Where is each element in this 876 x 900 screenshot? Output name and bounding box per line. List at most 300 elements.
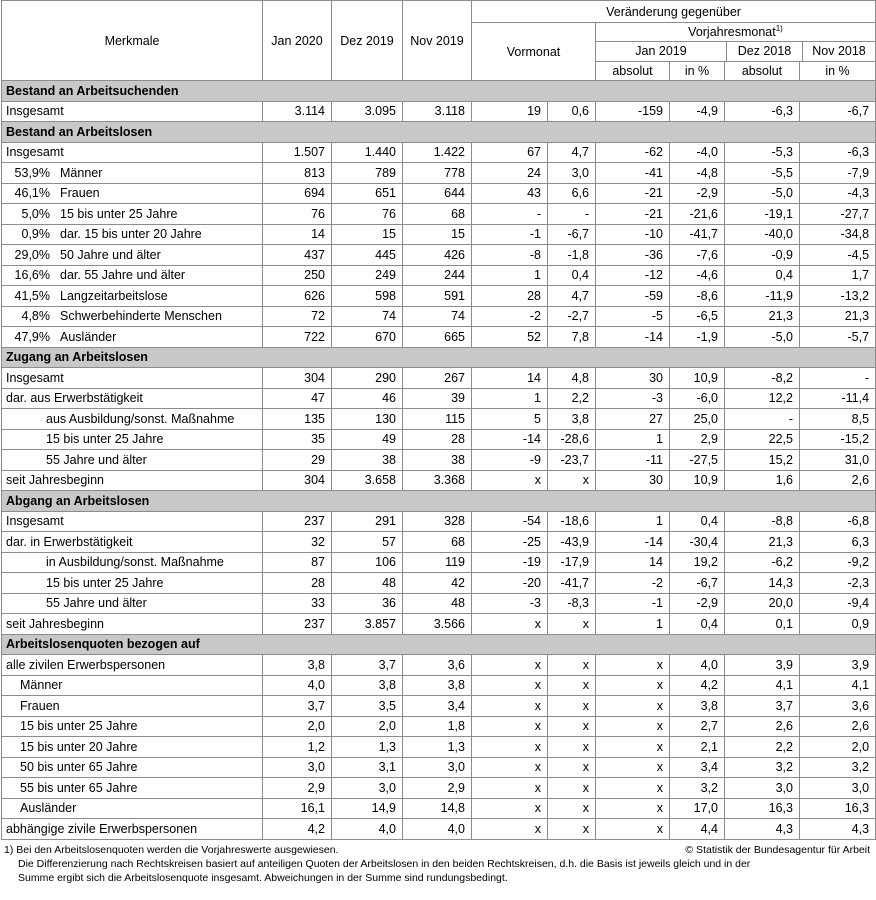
value-cell: 3.658	[332, 470, 403, 491]
value-cell: 43	[472, 183, 548, 204]
value-cell: 0,4	[670, 614, 725, 635]
value-cell: 437	[263, 245, 332, 266]
value-cell: x	[472, 696, 548, 717]
value-cell: 87	[263, 552, 332, 573]
value-cell: 32	[263, 532, 332, 553]
section-header-row	[2, 122, 876, 143]
row-label-cell	[2, 183, 263, 204]
value-cell: 4,3	[800, 819, 876, 840]
value-cell: 74	[332, 306, 403, 327]
value-cell: x	[596, 675, 670, 696]
section-title: Zugang an Arbeitslosen	[2, 347, 876, 368]
value-cell: 21,3	[800, 306, 876, 327]
table-row	[2, 388, 876, 409]
value-cell: x	[472, 778, 548, 799]
value-cell: x	[548, 675, 596, 696]
statistics-table	[1, 0, 876, 840]
row-label: Insgesamt	[6, 104, 64, 119]
row-label-cell	[2, 265, 263, 286]
value-cell: 2,2	[725, 737, 800, 758]
value-cell: x	[548, 716, 596, 737]
value-cell: x	[472, 675, 548, 696]
value-cell: 4,1	[725, 675, 800, 696]
section-title: Abgang an Arbeitslosen	[2, 491, 876, 512]
value-cell: 426	[403, 245, 472, 266]
value-cell: 28	[263, 573, 332, 594]
value-cell: x	[548, 757, 596, 778]
value-cell: 48	[332, 573, 403, 594]
value-cell: 0,9	[800, 614, 876, 635]
value-cell: x	[472, 819, 548, 840]
value-cell: 72	[263, 306, 332, 327]
share-percent: 5,0%	[21, 206, 50, 221]
value-cell: 328	[403, 511, 472, 532]
value-cell: 3,0	[725, 778, 800, 799]
value-cell: 1,8	[403, 716, 472, 737]
value-cell: -8,8	[725, 511, 800, 532]
value-cell: -4,8	[670, 163, 725, 184]
value-cell: -20	[472, 573, 548, 594]
value-cell: 1,6	[725, 470, 800, 491]
value-cell: x	[472, 614, 548, 635]
table-row	[2, 757, 876, 778]
value-cell: 28	[403, 429, 472, 450]
value-cell: 1	[472, 388, 548, 409]
value-cell: x	[548, 655, 596, 676]
table-row	[2, 245, 876, 266]
value-cell: 2,0	[332, 716, 403, 737]
value-cell: -41,7	[548, 573, 596, 594]
value-cell: 2,7	[670, 716, 725, 737]
value-cell: 0,4	[548, 265, 596, 286]
value-cell: -6,7	[800, 101, 876, 122]
row-label: 15 bis unter 25 Jahre	[60, 206, 178, 221]
value-cell: x	[548, 819, 596, 840]
value-cell: -62	[596, 142, 670, 163]
value-cell: -14	[472, 429, 548, 450]
table-row	[2, 265, 876, 286]
row-label: Ausländer	[20, 801, 77, 816]
value-cell: 7,8	[548, 327, 596, 348]
value-cell: 2,6	[800, 716, 876, 737]
value-cell: 67	[472, 142, 548, 163]
row-label: 15 bis unter 20 Jahre	[20, 739, 138, 754]
header-nov-2019: Nov 2019	[403, 1, 472, 81]
value-cell: x	[548, 470, 596, 491]
value-cell: 14,3	[725, 573, 800, 594]
value-cell: -14	[596, 327, 670, 348]
value-cell: -11,9	[725, 286, 800, 307]
value-cell: 16,3	[725, 798, 800, 819]
value-cell: 237	[263, 511, 332, 532]
value-cell: -6,5	[670, 306, 725, 327]
section-header-row	[2, 81, 876, 102]
value-cell: 4,2	[670, 675, 725, 696]
row-label-cell	[2, 101, 263, 122]
value-cell: 3,0	[332, 778, 403, 799]
header-in-pct: in %	[800, 62, 876, 81]
row-label-cell	[2, 593, 263, 614]
value-cell: -2	[472, 306, 548, 327]
value-cell: 3,2	[725, 757, 800, 778]
value-cell: 1,7	[800, 265, 876, 286]
row-label: seit Jahresbeginn	[6, 616, 104, 631]
value-cell: -11,4	[800, 388, 876, 409]
value-cell: -12	[596, 265, 670, 286]
row-label-cell	[2, 675, 263, 696]
value-cell: 3,0	[403, 757, 472, 778]
row-label: 50 Jahre und älter	[60, 247, 161, 262]
footer	[0, 840, 874, 885]
value-cell: -8	[472, 245, 548, 266]
row-label: Insgesamt	[6, 145, 64, 160]
value-cell: 42	[403, 573, 472, 594]
value-cell: 12,2	[725, 388, 800, 409]
value-cell: -6,7	[548, 224, 596, 245]
value-cell: 1,3	[403, 737, 472, 758]
row-label: Langzeitarbeitslose	[60, 288, 168, 303]
row-label-cell	[2, 142, 263, 163]
value-cell: 2,6	[725, 716, 800, 737]
share-percent: 4,8%	[21, 309, 50, 324]
value-cell: -4,9	[670, 101, 725, 122]
value-cell: 8,5	[800, 409, 876, 430]
value-cell: x	[472, 470, 548, 491]
value-cell: 1.422	[403, 142, 472, 163]
footnote-marker: 1)	[775, 23, 783, 33]
value-cell: 19	[472, 101, 548, 122]
header-dez-2018: Dez 2018	[727, 42, 803, 61]
row-label: 55 Jahre und älter	[46, 596, 147, 611]
value-cell: -	[472, 204, 548, 225]
row-label-cell	[2, 286, 263, 307]
row-label-cell	[2, 224, 263, 245]
table-row	[2, 101, 876, 122]
value-cell: x	[596, 737, 670, 758]
value-cell: 20,0	[725, 593, 800, 614]
value-cell: 2,6	[800, 470, 876, 491]
value-cell: x	[472, 757, 548, 778]
value-cell: -19,1	[725, 204, 800, 225]
value-cell: 52	[472, 327, 548, 348]
value-cell: 14,9	[332, 798, 403, 819]
value-cell: 14,8	[403, 798, 472, 819]
share-percent: 0,9%	[21, 227, 50, 242]
value-cell: -6,8	[800, 511, 876, 532]
table-row	[2, 778, 876, 799]
value-cell: -0,9	[725, 245, 800, 266]
row-label-cell	[2, 511, 263, 532]
value-cell: 626	[263, 286, 332, 307]
row-label-cell	[2, 327, 263, 348]
row-label: 15 bis unter 25 Jahre	[46, 575, 164, 590]
value-cell: 3.095	[332, 101, 403, 122]
value-cell: 2,1	[670, 737, 725, 758]
value-cell: -10	[596, 224, 670, 245]
value-cell: 4,7	[548, 286, 596, 307]
value-cell: 1	[472, 265, 548, 286]
value-cell: 31,0	[800, 450, 876, 471]
table-row	[2, 429, 876, 450]
row-label-cell	[2, 737, 263, 758]
value-cell: 21,3	[725, 532, 800, 553]
header-dez-2019: Dez 2019	[332, 1, 403, 81]
value-cell: -41,7	[670, 224, 725, 245]
row-label: Männer	[20, 678, 63, 693]
value-cell: -2,7	[548, 306, 596, 327]
value-cell: -27,7	[800, 204, 876, 225]
value-cell: -9,4	[800, 593, 876, 614]
row-label-cell	[2, 470, 263, 491]
value-cell: 3,1	[332, 757, 403, 778]
value-cell: 665	[403, 327, 472, 348]
value-cell: 2,9	[670, 429, 725, 450]
value-cell: 644	[403, 183, 472, 204]
value-cell: -1	[472, 224, 548, 245]
share-percent: 41,5%	[14, 288, 50, 303]
value-cell: 244	[403, 265, 472, 286]
value-cell: 1.507	[263, 142, 332, 163]
row-label: alle zivilen Erwerbspersonen	[6, 657, 166, 672]
header-vormonat: Vormonat	[472, 23, 596, 81]
table-row	[2, 511, 876, 532]
value-cell: 290	[332, 368, 403, 389]
row-label-cell	[2, 655, 263, 676]
value-cell: -18,6	[548, 511, 596, 532]
table-row	[2, 593, 876, 614]
value-cell: x	[596, 716, 670, 737]
row-label-cell	[2, 716, 263, 737]
row-label: seit Jahresbeginn	[6, 473, 104, 488]
value-cell: 0,1	[725, 614, 800, 635]
value-cell: 15	[332, 224, 403, 245]
value-cell: -2,9	[670, 183, 725, 204]
header-absolut: absolut	[725, 62, 800, 81]
value-cell: 3,0	[263, 757, 332, 778]
value-cell: 3,7	[725, 696, 800, 717]
value-cell: 74	[403, 306, 472, 327]
share-percent: 46,1%	[14, 186, 50, 201]
table-row	[2, 327, 876, 348]
value-cell: 3,8	[263, 655, 332, 676]
value-cell: -21	[596, 183, 670, 204]
value-cell: 249	[332, 265, 403, 286]
value-cell: 1	[596, 511, 670, 532]
row-label: 55 Jahre und älter	[46, 452, 147, 467]
table-row	[2, 183, 876, 204]
value-cell: 130	[332, 409, 403, 430]
value-cell: -59	[596, 286, 670, 307]
row-label: Insgesamt	[6, 514, 64, 529]
header-in-pct: in %	[670, 62, 725, 81]
value-cell: 15	[403, 224, 472, 245]
source-credit: © Statistik der Bundesagentur für Arbeit	[685, 843, 870, 856]
value-cell: -3	[596, 388, 670, 409]
header-vorjahresmonat: Vorjahresmonat$^{1)}$	[596, 23, 875, 42]
table-header	[2, 1, 876, 81]
value-cell: -11	[596, 450, 670, 471]
value-cell: 304	[263, 470, 332, 491]
row-label-cell	[2, 409, 263, 430]
value-cell: 48	[403, 593, 472, 614]
value-cell: 250	[263, 265, 332, 286]
value-cell: 3,4	[403, 696, 472, 717]
share-percent: 29,0%	[14, 247, 50, 262]
value-cell: -2,9	[670, 593, 725, 614]
row-label: Ausländer	[60, 329, 117, 344]
row-label-cell	[2, 573, 263, 594]
value-cell: 33	[263, 593, 332, 614]
value-cell: 3.118	[403, 101, 472, 122]
table-row	[2, 224, 876, 245]
value-cell: -27,5	[670, 450, 725, 471]
value-cell: 27	[596, 409, 670, 430]
value-cell: 1.440	[332, 142, 403, 163]
section-title: Bestand an Arbeitslosen	[2, 122, 876, 143]
value-cell: 119	[403, 552, 472, 573]
value-cell: -	[800, 368, 876, 389]
value-cell: 22,5	[725, 429, 800, 450]
value-cell: 3,7	[263, 696, 332, 717]
value-cell: x	[472, 798, 548, 819]
value-cell: 3,6	[403, 655, 472, 676]
row-label-cell	[2, 245, 263, 266]
section-title: Bestand an Arbeitsuchenden	[2, 81, 876, 102]
value-cell: -8,6	[670, 286, 725, 307]
value-cell: 29	[263, 450, 332, 471]
value-cell: 76	[332, 204, 403, 225]
value-cell: 4,1	[800, 675, 876, 696]
value-cell: -19	[472, 552, 548, 573]
table-row	[2, 163, 876, 184]
value-cell: 1	[596, 614, 670, 635]
value-cell: 0,4	[670, 511, 725, 532]
row-label-cell	[2, 429, 263, 450]
value-cell: x	[596, 655, 670, 676]
row-label: aus Ausbildung/sonst. Maßnahme	[46, 411, 235, 426]
table-row	[2, 450, 876, 471]
value-cell: x	[472, 655, 548, 676]
value-cell: -14	[596, 532, 670, 553]
value-cell: 14	[263, 224, 332, 245]
header-jan-2020: Jan 2020	[263, 1, 332, 81]
value-cell: 4,0	[670, 655, 725, 676]
value-cell: 4,7	[548, 142, 596, 163]
row-label-cell	[2, 450, 263, 471]
value-cell: 16,1	[263, 798, 332, 819]
header-nov-2018: Nov 2018	[812, 44, 866, 58]
row-label-cell	[2, 532, 263, 553]
value-cell: -4,5	[800, 245, 876, 266]
value-cell: 670	[332, 327, 403, 348]
section-header-row	[2, 634, 876, 655]
table-row	[2, 470, 876, 491]
value-cell: 38	[332, 450, 403, 471]
value-cell: 3,0	[548, 163, 596, 184]
value-cell: 3,9	[800, 655, 876, 676]
value-cell: 3,2	[800, 757, 876, 778]
row-label: 15 bis unter 25 Jahre	[20, 719, 138, 734]
value-cell: 4,0	[332, 819, 403, 840]
row-label-cell	[2, 798, 263, 819]
value-cell: 4,8	[548, 368, 596, 389]
row-label-cell	[2, 163, 263, 184]
value-cell: 46	[332, 388, 403, 409]
section-title: Arbeitslosenquoten bezogen auf	[2, 634, 876, 655]
value-cell: 4,2	[263, 819, 332, 840]
row-label: 50 bis unter 65 Jahre	[20, 760, 138, 775]
value-cell: 813	[263, 163, 332, 184]
row-label-cell	[2, 306, 263, 327]
value-cell: 591	[403, 286, 472, 307]
value-cell: 49	[332, 429, 403, 450]
row-label: dar. 15 bis unter 20 Jahre	[60, 227, 202, 242]
share-percent: 16,6%	[14, 268, 50, 283]
row-label-cell	[2, 696, 263, 717]
row-label: in Ausbildung/sonst. Maßnahme	[46, 555, 224, 570]
table-row	[2, 798, 876, 819]
value-cell: -5,0	[725, 327, 800, 348]
share-percent: 47,9%	[14, 329, 50, 344]
value-cell: 10,9	[670, 368, 725, 389]
value-cell: 30	[596, 368, 670, 389]
value-cell: 291	[332, 511, 403, 532]
footnote: 1) Bei den Arbeitslosenquoten werden die Vorjahreswerte ausgewiesen.	[4, 843, 339, 856]
value-cell: 2,9	[263, 778, 332, 799]
value-cell: x	[472, 716, 548, 737]
value-cell: 778	[403, 163, 472, 184]
value-cell: -	[548, 204, 596, 225]
value-cell: -5,5	[725, 163, 800, 184]
table-row	[2, 532, 876, 553]
row-label: dar. in Erwerbstätigkeit	[6, 534, 133, 549]
value-cell: 35	[263, 429, 332, 450]
value-cell: 30	[596, 470, 670, 491]
table-row	[2, 409, 876, 430]
value-cell: 3,5	[332, 696, 403, 717]
value-cell: 14	[472, 368, 548, 389]
value-cell: x	[548, 778, 596, 799]
value-cell: 4,3	[725, 819, 800, 840]
value-cell: 3,9	[725, 655, 800, 676]
value-cell: 10,9	[670, 470, 725, 491]
value-cell: 598	[332, 286, 403, 307]
value-cell: 789	[332, 163, 403, 184]
value-cell: -28,6	[548, 429, 596, 450]
table-row	[2, 716, 876, 737]
value-cell: 722	[263, 327, 332, 348]
value-cell: -	[725, 409, 800, 430]
value-cell: 1	[596, 429, 670, 450]
value-cell: -23,7	[548, 450, 596, 471]
value-cell: 2,2	[548, 388, 596, 409]
value-cell: -5	[596, 306, 670, 327]
value-cell: 2,0	[800, 737, 876, 758]
value-cell: 3,6	[800, 696, 876, 717]
footer-note-line: Summe ergibt sich die Arbeitslosenquote insgesamt. Abweichungen in der Summe sind rundungsbedingt.	[18, 871, 508, 884]
value-cell: 57	[332, 532, 403, 553]
row-label-cell	[2, 204, 263, 225]
value-cell: -159	[596, 101, 670, 122]
value-cell: x	[596, 778, 670, 799]
value-cell: 47	[263, 388, 332, 409]
header-merkmale: Merkmale	[2, 1, 263, 81]
value-cell: -1	[596, 593, 670, 614]
value-cell: -3	[472, 593, 548, 614]
share-percent: 53,9%	[14, 165, 50, 180]
table-row	[2, 573, 876, 594]
value-cell: 6,3	[800, 532, 876, 553]
